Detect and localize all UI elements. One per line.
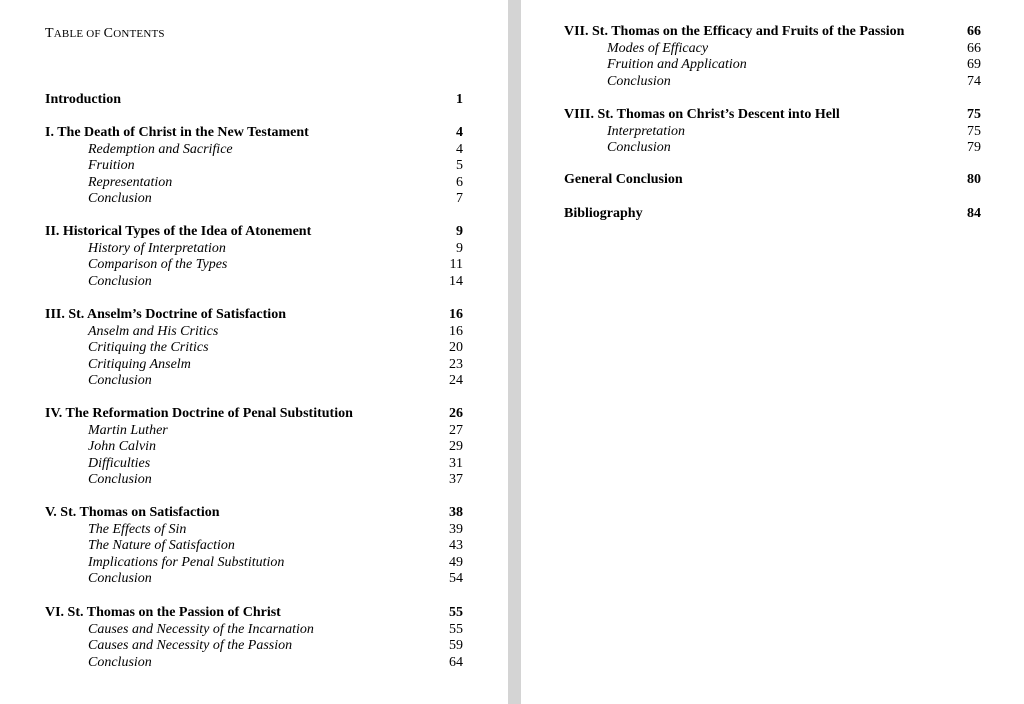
toc-chapter-entry[interactable] xyxy=(45,307,463,324)
toc-chapter-entry[interactable] xyxy=(45,224,463,241)
toc-subsection-title: Conclusion xyxy=(88,654,152,670)
toc-subsection-page-number: 49 xyxy=(449,554,463,570)
toc-subsection-page-number: 54 xyxy=(449,571,463,587)
toc-chapter-entry[interactable] xyxy=(564,172,981,189)
toc-subsection-entry[interactable] xyxy=(45,622,463,639)
toc-section xyxy=(45,125,463,208)
toc-subsection-title: Implications for Penal Substitution xyxy=(88,554,285,570)
toc-subsection-page-number: 75 xyxy=(967,123,981,139)
toc-subsection-page-number: 20 xyxy=(449,340,463,356)
toc-subsection-page-number: 14 xyxy=(449,273,463,289)
toc-chapter-page-number: 75 xyxy=(967,107,981,122)
toc-subsection-page-number: 11 xyxy=(449,257,463,273)
toc-subsection-page-number: 59 xyxy=(449,638,463,654)
toc-subsection-entry[interactable] xyxy=(564,124,981,141)
toc-chapter-title: V. St. Thomas on Satisfaction xyxy=(45,505,220,520)
toc-subsection-title: Representation xyxy=(88,174,173,190)
toc-subsection-entry[interactable] xyxy=(45,324,463,341)
toc-subsection-title: Critiquing Anselm xyxy=(88,356,191,372)
toc-subsection-title: Conclusion xyxy=(88,273,152,289)
toc-subsection-entry[interactable] xyxy=(564,74,981,91)
toc-subsection-page-number: 6 xyxy=(456,174,463,190)
toc-subsection-page-number: 27 xyxy=(449,422,463,438)
toc-chapter-page-number: 1 xyxy=(456,92,463,107)
toc-section xyxy=(45,224,463,290)
toc-chapter-page-number: 16 xyxy=(449,307,463,322)
toc-subsection-entry[interactable] xyxy=(45,423,463,440)
toc-chapter-page-number: 26 xyxy=(449,406,463,421)
toc-chapter-entry[interactable] xyxy=(45,605,463,622)
toc-subsection-title: John Calvin xyxy=(88,439,157,455)
toc-subsection-entry[interactable] xyxy=(45,456,463,473)
toc-chapter-entry[interactable] xyxy=(45,406,463,423)
toc-subsection-entry[interactable] xyxy=(45,522,463,539)
toc-chapter-title: VI. St. Thomas on the Passion of Christ xyxy=(45,605,281,620)
toc-subsection-entry[interactable] xyxy=(45,571,463,588)
toc-chapter-title: IV. The Reformation Doctrine of Penal Substitution xyxy=(45,406,353,421)
toc-subsection-page-number: 29 xyxy=(449,439,463,455)
toc-section xyxy=(564,107,981,157)
toc-section xyxy=(45,307,463,390)
toc-chapter-title: I. The Death of Christ in the New Testament xyxy=(45,125,309,140)
toc-subsection-page-number: 37 xyxy=(449,472,463,488)
toc-subsection-page-number: 79 xyxy=(967,140,981,156)
toc-heading-rest-2: ONTENTS xyxy=(113,28,165,40)
toc-section xyxy=(564,24,981,90)
left-page xyxy=(0,0,508,704)
toc-subsection-entry[interactable] xyxy=(45,538,463,555)
toc-chapter-entry[interactable] xyxy=(45,125,463,142)
toc-subsection-title: The Effects of Sin xyxy=(88,521,187,537)
toc-subsection-entry[interactable] xyxy=(45,340,463,357)
toc-subsection-page-number: 66 xyxy=(967,40,981,56)
toc-section xyxy=(45,505,463,588)
toc-subsection-title: Critiquing the Critics xyxy=(88,340,209,356)
toc-chapter-entry[interactable] xyxy=(564,206,981,223)
toc-chapter-page-number: 38 xyxy=(449,505,463,520)
toc-subsection-page-number: 24 xyxy=(449,373,463,389)
toc-chapter-title: VII. St. Thomas on the Efficacy and Fruits of the Passion xyxy=(564,24,905,39)
toc-subsection-page-number: 43 xyxy=(449,538,463,554)
toc-section xyxy=(45,605,463,671)
toc-subsection-title: Anselm and His Critics xyxy=(88,323,219,339)
toc-subsection-entry[interactable] xyxy=(45,357,463,374)
right-page xyxy=(521,0,1024,704)
toc-heading-initial-t: T xyxy=(45,26,54,41)
toc-subsection-page-number: 31 xyxy=(449,455,463,471)
toc-subsection-page-number: 23 xyxy=(449,356,463,372)
toc-subsection-title: Conclusion xyxy=(88,191,152,207)
toc-chapter-page-number: 55 xyxy=(449,605,463,620)
toc-subsection-page-number: 9 xyxy=(456,240,463,256)
toc-subsection-page-number: 4 xyxy=(456,141,463,157)
toc-subsection-title: Fruition and Application xyxy=(607,57,747,73)
toc-subsection-title: Conclusion xyxy=(607,73,671,89)
toc-chapter-title: Bibliography xyxy=(564,206,643,221)
toc-subsection-entry[interactable] xyxy=(45,241,463,258)
toc-subsection-entry[interactable] xyxy=(45,472,463,489)
toc-subsection-title: Causes and Necessity of the Incarnation xyxy=(88,621,314,637)
toc-subsection-entry[interactable] xyxy=(45,175,463,192)
toc-heading xyxy=(45,26,165,42)
toc-subsection-entry[interactable] xyxy=(45,191,463,208)
toc-chapter-title: VIII. St. Thomas on Christ’s Descent into Hell xyxy=(564,107,840,122)
toc-subsection-page-number: 7 xyxy=(456,191,463,207)
toc-subsection-entry[interactable] xyxy=(45,142,463,159)
toc-chapter-entry[interactable] xyxy=(45,92,463,109)
toc-subsection-title: The Nature of Satisfaction xyxy=(88,538,235,554)
toc-subsection-entry[interactable] xyxy=(45,373,463,390)
toc-subsection-title: Conclusion xyxy=(88,472,152,488)
page-gutter xyxy=(508,0,521,704)
toc-chapter-page-number: 66 xyxy=(967,24,981,39)
toc-subsection-page-number: 55 xyxy=(449,621,463,637)
toc-subsection-page-number: 39 xyxy=(449,521,463,537)
toc-section xyxy=(45,92,463,109)
toc-subsection-title: Redemption and Sacrifice xyxy=(88,141,233,157)
toc-subsection-title: Difficulties xyxy=(88,455,151,471)
toc-subsection-title: Fruition xyxy=(88,158,135,174)
toc-chapter-title: II. Historical Types of the Idea of Atonement xyxy=(45,224,312,239)
toc-subsection-title: Modes of Efficacy xyxy=(607,40,709,56)
toc-subsection-entry[interactable] xyxy=(45,638,463,655)
toc-subsection-title: Interpretation xyxy=(607,123,686,139)
toc-subsection-entry[interactable] xyxy=(45,257,463,274)
toc-subsection-page-number: 5 xyxy=(456,158,463,174)
toc-subsection-title: Comparison of the Types xyxy=(88,257,228,273)
toc-section xyxy=(564,172,981,189)
toc-chapter-entry[interactable] xyxy=(564,24,981,41)
toc-chapter-entry[interactable] xyxy=(45,505,463,522)
toc-section xyxy=(45,406,463,489)
toc-subsection-page-number: 74 xyxy=(967,73,981,89)
toc-chapter-title: Introduction xyxy=(45,92,121,107)
toc-heading-rest-1: ABLE OF xyxy=(53,28,104,40)
toc-subsection-page-number: 64 xyxy=(449,654,463,670)
toc-chapter-title: General Conclusion xyxy=(564,172,683,187)
toc-chapter-page-number: 4 xyxy=(456,125,463,140)
toc-subsection-title: History of Interpretation xyxy=(88,240,226,256)
toc-chapter-entry[interactable] xyxy=(564,107,981,124)
toc-subsection-entry[interactable] xyxy=(564,140,981,157)
toc-chapter-title: III. St. Anselm’s Doctrine of Satisfaction xyxy=(45,307,286,322)
toc-subsection-title: Causes and Necessity of the Passion xyxy=(88,638,293,654)
toc-subsection-page-number: 16 xyxy=(449,323,463,339)
toc-heading-initial-c: C xyxy=(103,26,114,41)
toc-subsection-title: Conclusion xyxy=(607,140,671,156)
toc-subsection-page-number: 69 xyxy=(967,57,981,73)
toc-subsection-entry[interactable] xyxy=(564,57,981,74)
toc-subsection-entry[interactable] xyxy=(45,274,463,291)
toc-subsection-entry[interactable] xyxy=(564,41,981,58)
toc-section xyxy=(564,206,981,223)
toc-subsection-title: Conclusion xyxy=(88,571,152,587)
toc-chapter-page-number: 80 xyxy=(967,172,981,187)
toc-subsection-entry[interactable] xyxy=(45,655,463,672)
toc-subsection-entry[interactable] xyxy=(45,158,463,175)
toc-subsection-entry[interactable] xyxy=(45,555,463,572)
toc-chapter-page-number: 84 xyxy=(967,206,981,221)
toc-chapter-page-number: 9 xyxy=(456,224,463,239)
toc-subsection-title: Martin Luther xyxy=(88,422,168,438)
toc-subsection-title: Conclusion xyxy=(88,373,152,389)
toc-subsection-entry[interactable] xyxy=(45,439,463,456)
